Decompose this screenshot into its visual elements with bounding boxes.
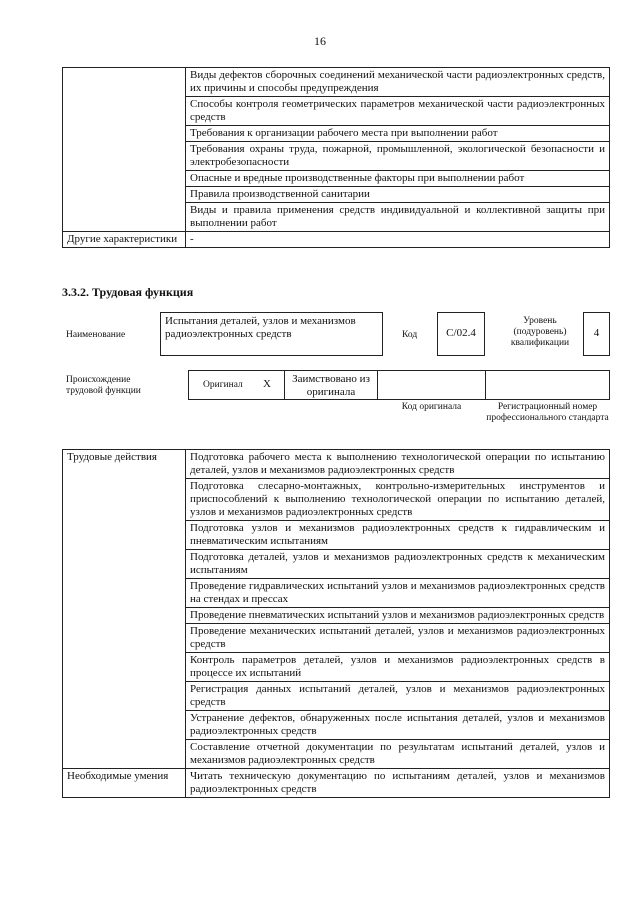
level-value: 4	[583, 312, 610, 356]
row-item: Способы контроля геометрических параметров механической части радиоэлектронных средств	[186, 97, 610, 126]
table-row	[63, 450, 610, 479]
row-item: Подготовка рабочего места к выполнению технологической операции по испытанию деталей, узлов и механизмов радиоэлектронных средств	[186, 450, 610, 479]
reg-number-cell	[485, 370, 610, 400]
reg-number-caption: Регистрационный номер профессионального стандарта	[486, 402, 609, 423]
code-original-cell	[377, 370, 486, 400]
row-item: Требования к организации рабочего места при выполнении работ	[186, 126, 610, 142]
row-item: Читать техническую документацию по испытаниям деталей, узлов и механизмов радиоэлектронных средств	[186, 769, 610, 798]
page-number: 16	[314, 34, 326, 48]
row-item: Подготовка деталей, узлов и механизмов радиоэлектронных средств к механическим испытаниям	[186, 550, 610, 579]
row-item: Регистрация данных испытаний деталей, узлов и механизмов радиоэлектронных средств	[186, 682, 610, 711]
row-item: Подготовка слесарно-монтажных, контрольно-измерительных инструментов и приспособлений к выполнению технологической операции по испытанию деталей, узлов и механизмов радиоэлектронных средств	[186, 479, 610, 521]
table-row	[63, 232, 610, 248]
row-item: Опасные и вредные производственные факторы при выполнении работ	[186, 171, 610, 187]
table-row	[63, 769, 610, 798]
original-mark: X	[263, 378, 271, 390]
row-item: Проведение пневматических испытаний узлов и механизмов радиоэлектронных средств	[186, 608, 610, 624]
row-item: Виды и правила применения средств индивидуальной и коллективной защиты при выполнении работ	[186, 203, 610, 232]
row-item: Проведение механических испытаний деталей, узлов и механизмов радиоэлектронных средств	[186, 624, 610, 653]
name-label: Наименование	[66, 330, 126, 340]
level-label: Уровень (подуровень) квалификации	[510, 316, 570, 348]
original-label: Оригинал	[203, 380, 243, 390]
origin-label: Происхождение трудовой функции	[66, 375, 141, 396]
code-label: Код	[402, 330, 418, 340]
row-item: Подготовка узлов и механизмов радиоэлектронных средств к гидравлическим и пневматическим испытаниям	[186, 521, 610, 550]
row-item: Устранение дефектов, обнаруженных после испытания деталей, узлов и механизмов радиоэлектронных средств	[186, 711, 610, 740]
labor-function-table	[62, 449, 610, 798]
borrowed-label: Заимствовано из оригинала	[284, 370, 378, 400]
row-item: -	[186, 232, 610, 248]
row-item: Виды дефектов сборочных соединений механической части радиоэлектронных средств, их причины и способы предупреждения	[186, 68, 610, 97]
row-label	[63, 68, 186, 232]
row-item: Требования охраны труда, пожарной, промышленной, экологической безопасности и электробезопасности	[186, 142, 610, 171]
row-item: Правила производственной санитарии	[186, 187, 610, 203]
row-item: Проведение гидравлических испытаний узлов и механизмов радиоэлектронных средств на стендах и прессах	[186, 579, 610, 608]
table-row	[63, 68, 610, 97]
row-label: Трудовые действия	[63, 450, 186, 769]
row-label: Другие характеристики	[63, 232, 186, 248]
knowledge-table	[62, 67, 610, 248]
original-cell	[188, 370, 285, 400]
section-heading: 3.3.2. Трудовая функция	[62, 285, 194, 299]
code-value: C/02.4	[437, 312, 485, 356]
row-item: Составление отчетной документации по результатам испытаний деталей, узлов и механизмов радиоэлектронных средств	[186, 740, 610, 769]
code-original-caption: Код оригинала	[401, 402, 462, 412]
row-item: Контроль параметров деталей, узлов и механизмов радиоэлектронных средств в процессе их испытаний	[186, 653, 610, 682]
name-value: Испытания деталей, узлов и механизмов радиоэлектронных средств	[160, 312, 383, 356]
row-label: Необходимые умения	[63, 769, 186, 798]
